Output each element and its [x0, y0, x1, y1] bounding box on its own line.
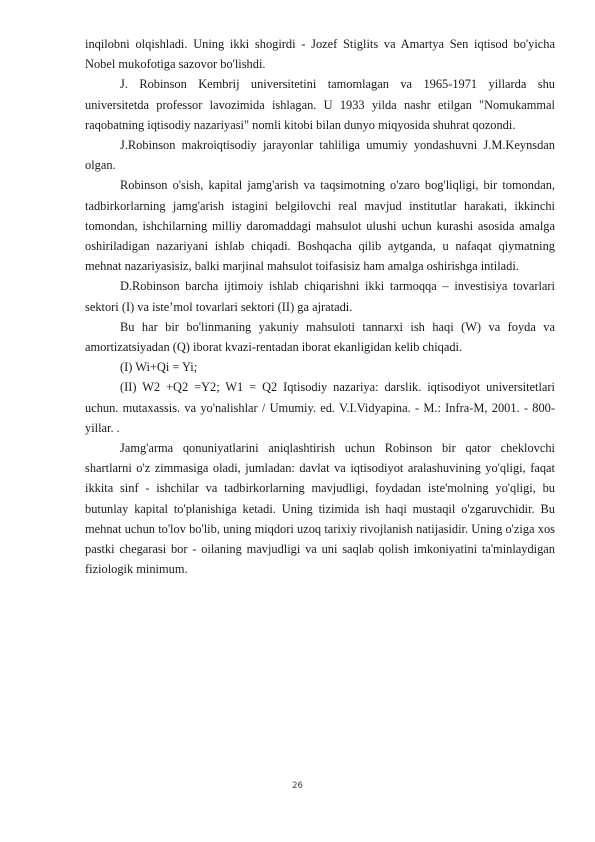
paragraph-1: inqilobni olqishladi. Uning ikki shogirdi - Jozef Stiglits va Amartya Sen iqtisod bo'yicha Nobel mukofotiga sazovor bo'lishdi. [85, 37, 555, 72]
paragraph-9: Jamg'arma qonuniyatlarini aniqlashtirish uchun Robinson bir qator cheklovchi shartlarni o'z zimmasiga oladi, jumladan: davlat va iqtisodiyot aralashuvining yo'qligi, faqat ikkita sinf - ishchilar va tadbirkorlarning mavjudligi, foydadan iste'molning yo'qligi, bu butunlay kapital to'planishiga ketadi. Uning tizimida ish haqi mustaqil o'zgaruvchidir. Bu mehnat uchun to'lov bo'lib, uning miqdori uzoq tarixiy rivojlanish natijasidir. Uning o'ziga xos pastki chegarasi bor - oilaning mavjudligi va uni saqlab qolish imkoniyatini ta'minlaydigan fiziologik minimum. [85, 441, 555, 577]
equation-1: (I) Wi+Qi = Yi; [120, 360, 198, 375]
paragraph-5: D.Robinson barcha ijtimoiy ishlab chiqarishni ikki tarmoqqa – investisiya tovarlari sektori (I) va iste’mol tovarlari sektori (II) ga ajratadi. [85, 279, 555, 314]
page-number: 26 [292, 781, 303, 791]
equation-2-with-reference: (II) W2 +Q2 =Y2; W1 = Q2 Iqtisodiy nazariya: darslik. iqtisodiyot universitetlari uchun. mutaxassis. va yo'nalishlar / Umumiy. ed. V.I.Vidyapina. - M.: Infra-M, 2001. - 800-yillar. . [85, 380, 555, 435]
paragraph-3: J.Robinson makroiqtisodiy jarayonlar tahliliga umumiy yondashuvni J.M.Keynsdan olgan. [85, 138, 555, 173]
paragraph-4: Robinson o'sish, kapital jamg'arish va taqsimotning o'zaro bog'liqligi, bir tomondan, tadbirkorlarning jamg'arish istagini belgilovchi real mavjud institutlar harakati, ikkinchi tomondan, ishchilarning milliy daromaddagi mahsulot ulushi uchun kurashi asosida amalga oshiriladigan nazariyani ishlab chiqadi. Boshqacha qilib aytganda, u nafaqat qiymatning mehnat nazariyasisiz, balki marjinal mahsulot toifasisiz ham amalga oshirishga intiladi. [85, 178, 555, 274]
page-body [85, 34, 555, 579]
paragraph-2: J. Robinson Kembrij universitetini tamomlagan va 1965-1971 yillarda shu universitetda professor lavozimida ishlagan. U 1933 yilda nashr etilgan "Nomukammal raqobatning iqtisodiy nazariyasi" nomli kitobi bilan dunyo miqyosida shuhrat qozondi. [85, 77, 555, 132]
paragraph-6: Bu har bir bo'linmaning yakuniy mahsuloti tannarxi ish haqi (W) va foyda va amortizatsiyadan (Q) iborat kvazi-rentadan iborat ekanligidan kelib chiqadi. [85, 319, 555, 355]
